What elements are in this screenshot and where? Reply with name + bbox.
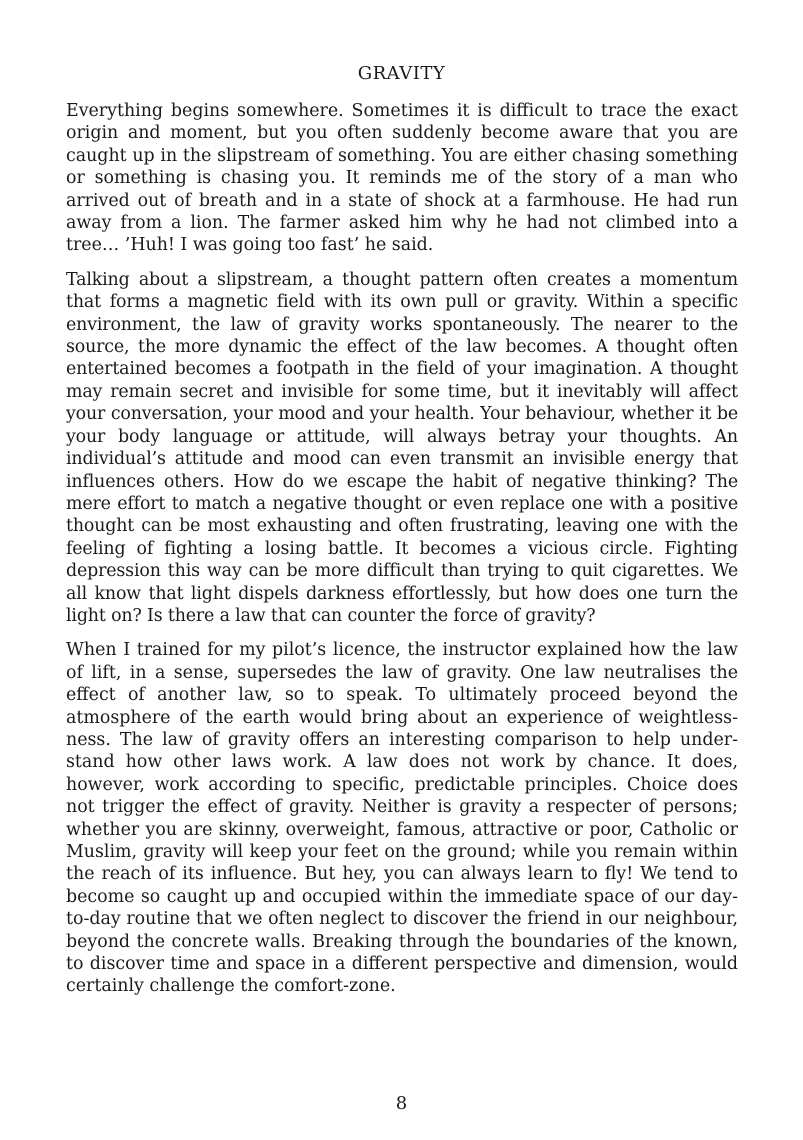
body-text <box>66 100 738 1010</box>
page-number: 8 <box>395 1093 408 1114</box>
paragraph-3: When I trained for my pilot’s licence, the instructor explained how the law of lift, in a sense, supersedes the law of gravity. One law neutralises the effect of another law, so to speak. To ultimately proceed beyond the atmosphere of the earth would bring about an experience of weightlessness. The law of gravity offers an interesting comparison to help understand how other laws work. A law does not work by chance. It does, however, work according to specific, predictable principles. Choice does not trigger the effect of gravity. Neither is gravity a respecter of persons; whether you are skinny, overweight, famous, attractive or poor, Catholic or Muslim, gravity will keep your feet on the ground; while you remain within the reach of its influence. But hey, you can always learn to fly! We tend to become so caught up and occupied within the immediate space of our day-to-day routine that we often neglect to discover the friend in our neighbour, beyond the concrete walls. Breaking through the boundaries of the known, to discover time and space in a different perspective and dimension, would certainly challenge the comfort-zone. <box>66 640 738 997</box>
paragraph-2: Talking about a slipstream, a thought pattern often creates a momentum that forms a magnetic field with its own pull or gravity. Within a specific environment, the law of gravity works spontaneously. The nearer to the source, the more dynamic the effect of the law becomes. A thought often entertained becomes a footpath in the field of your imagination. A thought may remain secret and invisible for some time, but it inevitably will affect your conversation, your mood and your health. Your behaviour, whether it be your body language or attitude, will always betray your thoughts. An individual’s attitude and mood can even transmit an invisible energy that influences others. How do we escape the habit of negative thinking? The mere effort to match a negative thought or even replace one with a positive thought can be most exhausting and often frustrating, leaving one with the feeling of fighting a losing battle. It becomes a vicious circle. Fighting depression this way can be more difficult than trying to quit cigarettes. We all know that light dispels darkness effortlessly, but how does one turn the light on? Is there a law that can counter the force of gravity? <box>66 269 738 626</box>
paragraph-1: Everything begins somewhere. Sometimes it is difficult to trace the exact origin and moment, but you often suddenly become aware that you are caught up in the slipstream of something. You are either chasing something or something is chasing you. It reminds me of the story of a man who arrived out of breath and in a state of shock at a farmhouse. He had run away from a lion. The farmer asked him why he had not climbed into a tree… ’Huh! I was going too fast’ he said. <box>66 101 738 256</box>
chapter-title: GRAVITY <box>357 63 446 84</box>
